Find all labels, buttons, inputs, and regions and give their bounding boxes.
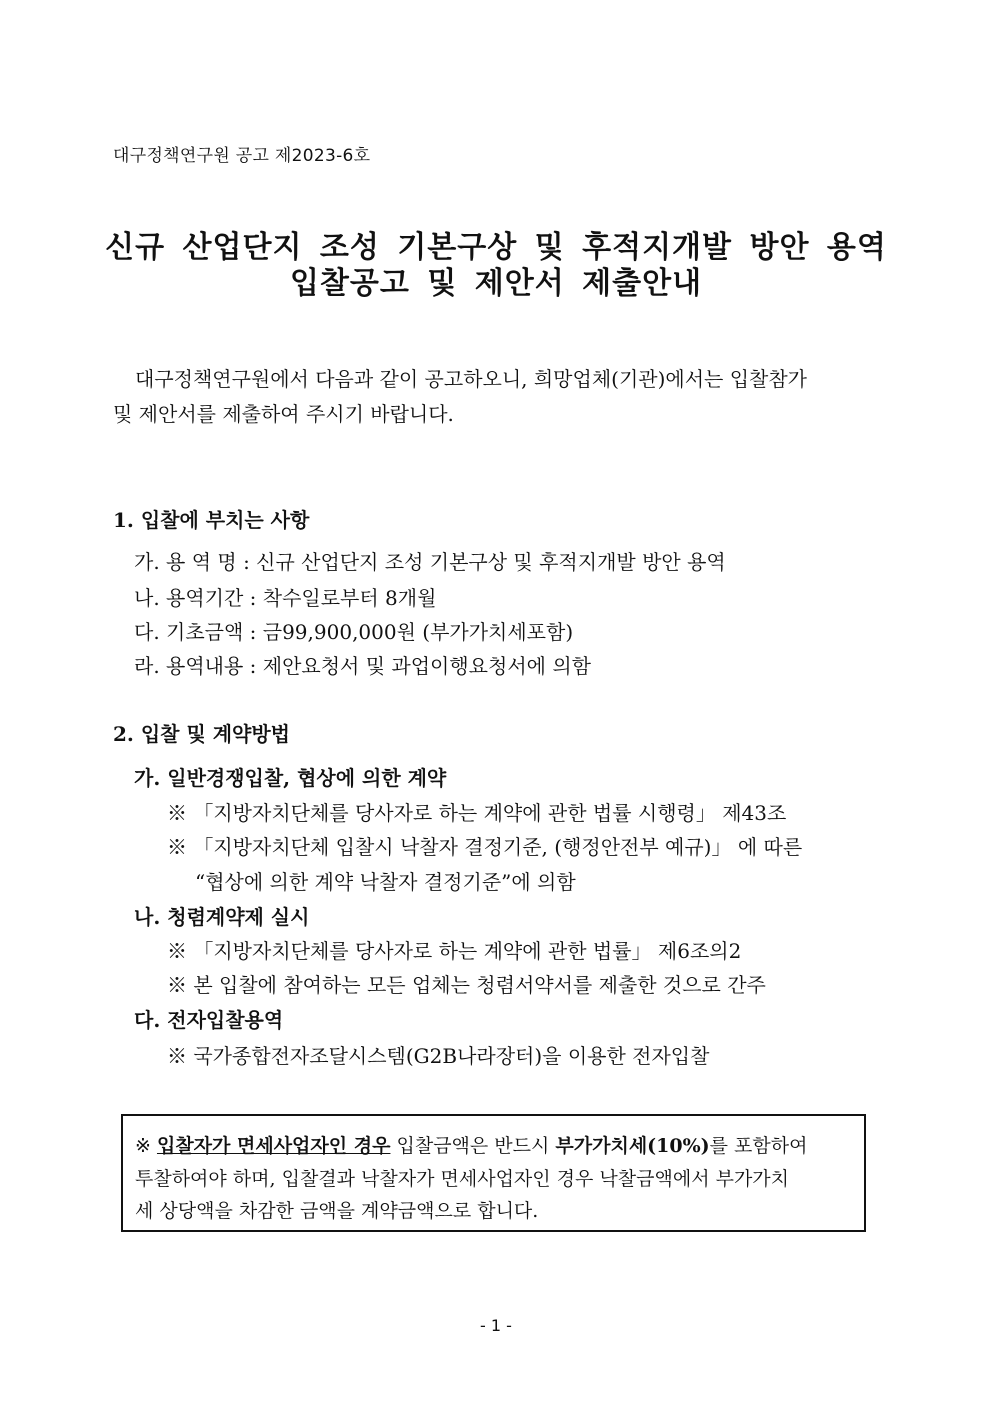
section-1-item-period: 나. 용역기간 : 착수일로부터 8개월 (134, 586, 437, 610)
page-number: - 1 - (480, 1316, 512, 1335)
section-2-a-label: 가. 일반경쟁입찰, 협상에 의한 계약 (134, 766, 447, 790)
section-2-a-note-2: ※ 「지방자치단체 입찰시 낙찰자 결정기준, (행정안전부 예규)」 에 따른 (167, 835, 803, 859)
notice-vat: 부가가치세(10%) (555, 1135, 710, 1157)
section-2-a-note-1: ※ 「지방자치단체를 당사자로 하는 계약에 관한 법률 시행령」 제43조 (167, 801, 787, 825)
document-title-line-1: 신규 산업단지 조성 기본구상 및 후적지개발 방안 용역 (105, 230, 887, 265)
section-2-b-label: 나. 청렴계약제 실시 (134, 905, 310, 929)
section-1-heading: 1. 입찰에 부치는 사항 (113, 508, 310, 532)
notice-number: 대구정책연구원 공고 제2023-6호 (113, 146, 371, 166)
notice-text-a: 입찰금액은 반드시 (390, 1135, 556, 1157)
reference-mark: ※ (135, 1135, 151, 1157)
notice-box-line-3: 세 상당액을 차감한 금액을 계약금액으로 합니다. (135, 1200, 539, 1222)
intro-paragraph-line-2: 및 제안서를 제출하여 주시기 바랍니다. (113, 402, 454, 426)
intro-paragraph-line-1: 대구정책연구원에서 다음과 같이 공고하오니, 희망업체(기관)에서는 입찰참가 (135, 367, 807, 391)
tax-exempt-notice-box (121, 1114, 866, 1232)
notice-box-line-1 (135, 1131, 807, 1158)
document-title-line-2: 입찰공고 및 제안서 제출안내 (289, 266, 703, 301)
section-1-item-base-amount: 다. 기초금액 : 금99,900,000원 (부가가치세포함) (134, 620, 574, 644)
section-2-b-note-1: ※ 「지방자치단체를 당사자로 하는 계약에 관한 법률」 제6조의2 (167, 939, 742, 963)
notice-emphasis: 입찰자가 면세사업자인 경우 (156, 1135, 391, 1157)
notice-text-b: 를 포함하여 (709, 1135, 808, 1157)
section-2-c-label: 다. 전자입찰용역 (134, 1008, 284, 1032)
section-2-b-note-2: ※ 본 입찰에 참여하는 모든 업체는 청렴서약서를 제출한 것으로 간주 (167, 973, 766, 997)
section-2-c-note-1: ※ 국가종합전자조달시스템(G2B나라장터)을 이용한 전자입찰 (167, 1044, 710, 1068)
notice-box-line-2: 투찰하여야 하며, 입찰결과 낙찰자가 면세사업자인 경우 낙찰금액에서 부가가치 (135, 1168, 790, 1190)
section-2-a-note-continuation: “협상에 의한 계약 낙찰자 결정기준”에 의함 (195, 870, 576, 894)
section-1-item-contents: 라. 용역내용 : 제안요청서 및 과업이행요청서에 의함 (134, 654, 591, 678)
section-2-heading: 2. 입찰 및 계약방법 (113, 722, 291, 746)
section-1-item-project-name: 가. 용 역 명 : 신규 산업단지 조성 기본구상 및 후적지개발 방안 용역 (134, 550, 726, 574)
